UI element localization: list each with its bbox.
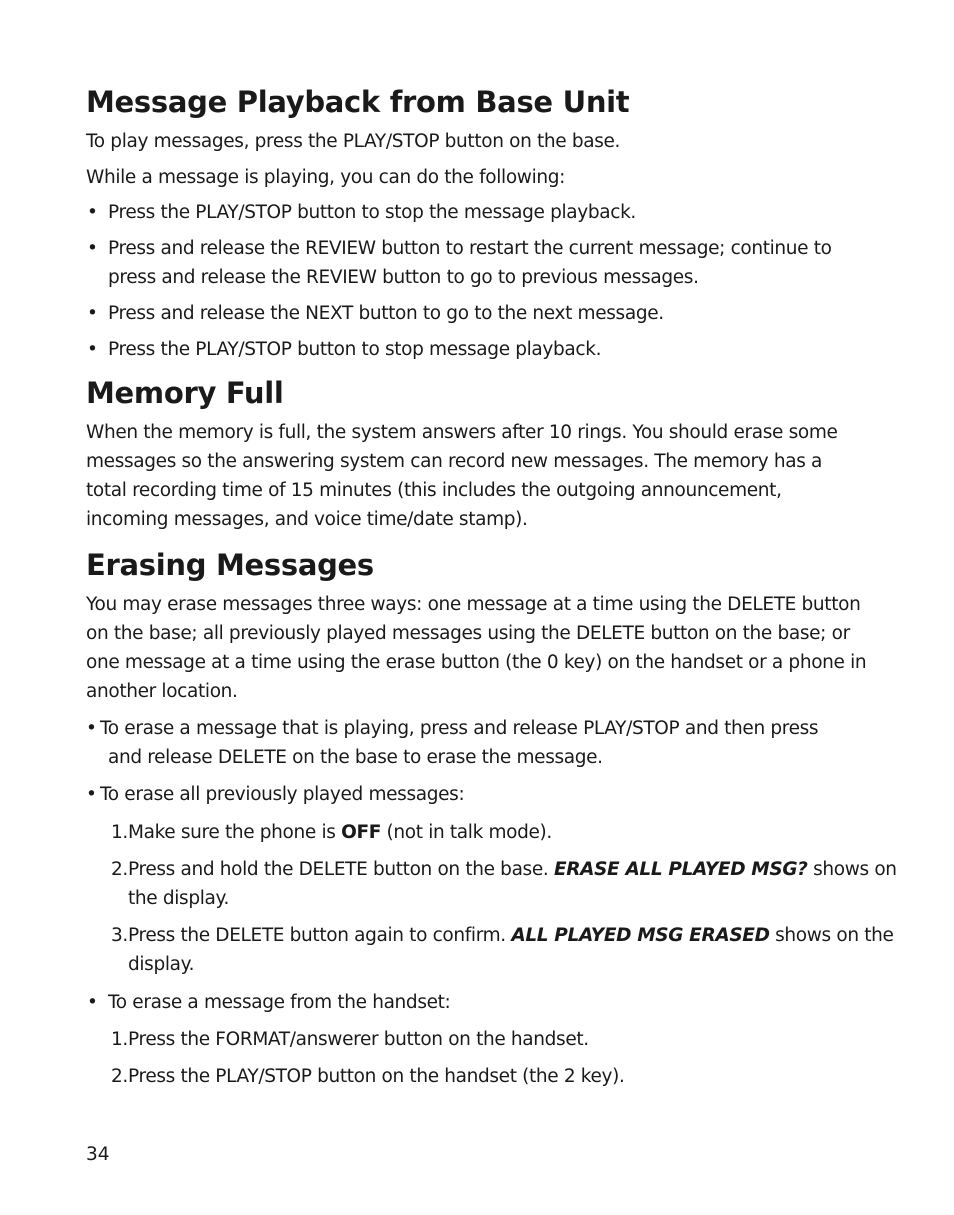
erasing-body: You may erase messages three ways: one message at a time using the DELETE button on the base; all previously played messages using the DELETE button on the base; or one message at a time using the erase button (the 0 key) on the handset or a phone in another location.	[86, 594, 867, 702]
playback-bullet-4: • Press the PLAY/STOP button to stop message playback.	[86, 335, 908, 364]
step-number: 1.	[111, 822, 128, 843]
memory-full-body: When the memory is full, the system answers after 10 rings. You should erase some messages so the answering system can record new messages. The memory has a total recording time of 15 minutes (this includes the outgoing announcement, incoming messages, and voice time/date stamp).	[86, 422, 838, 530]
erasing-bullet-all-played: • To erase all previously played messages:	[86, 780, 900, 809]
step-number: 2.	[111, 1066, 128, 1087]
step-number: 2.	[111, 859, 128, 880]
heading-message-playback: Message Playback from Base Unit	[86, 85, 630, 119]
playback-intro-1: To play messages, press the PLAY/STOP button on the base.	[86, 131, 621, 152]
heading-erasing-messages: Erasing Messages	[86, 548, 374, 582]
step-number: 1.	[111, 1029, 128, 1050]
erasing-bullet-playing-line2: and release DELETE on the base to erase the message.	[108, 747, 603, 768]
off-keyword: OFF	[341, 822, 382, 843]
playback-bullet-1: • Press the PLAY/STOP button to stop the message playback.	[86, 198, 908, 227]
playback-bullet-2: • Press and release the REVIEW button to restart the current message; continue to press and release the REVIEW button to go to previous messages.	[86, 234, 868, 292]
page-number: 34	[86, 1144, 110, 1165]
display-message-erase-all: ERASE ALL PLAYED MSG?	[553, 859, 808, 880]
step-all-2: 2. Press and hold the DELETE button on the base. ERASE ALL PLAYED MSG? shows on the display.	[86, 855, 908, 913]
erasing-bullet-handset: • To erase a message from the handset:	[86, 988, 908, 1017]
display-message-erased: ALL PLAYED MSG ERASED	[511, 925, 770, 946]
playback-bullet-3: • Press and release the NEXT button to go to the next message.	[86, 299, 908, 328]
erasing-bullet-playing	[86, 714, 900, 772]
step-all-1: 1. Make sure the phone is OFF (not in talk mode).	[86, 818, 928, 847]
erasing-bullet-playing-line1: To erase a message that is playing, press and release PLAY/STOP and then press	[100, 718, 819, 739]
step-number: 3.	[111, 925, 128, 946]
step-handset-2: 2. Press the PLAY/STOP button on the handset (the 2 key).	[86, 1062, 928, 1091]
step-all-3: 3. Press the DELETE button again to confirm. ALL PLAYED MSG ERASED shows on the display.	[86, 921, 908, 979]
heading-memory-full: Memory Full	[86, 376, 284, 410]
playback-intro-2: While a message is playing, you can do the following:	[86, 167, 566, 188]
step-handset-1: 1. Press the FORMAT/answerer button on the handset.	[86, 1025, 928, 1054]
